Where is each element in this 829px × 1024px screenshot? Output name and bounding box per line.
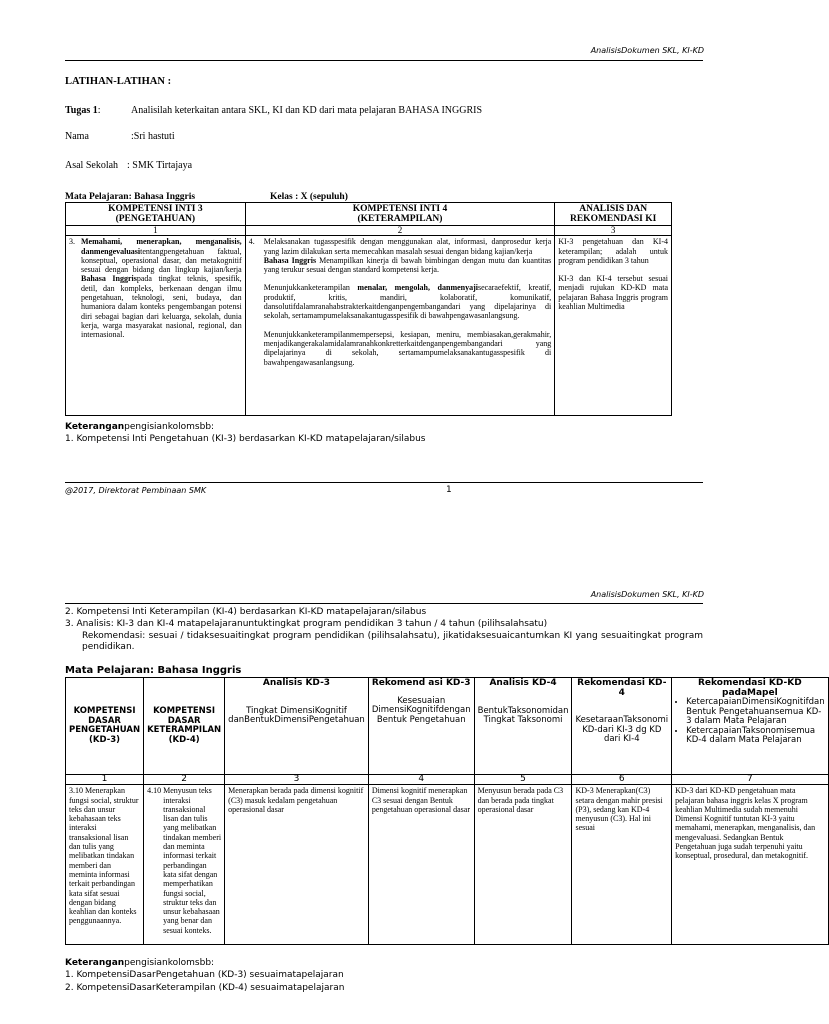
col-number: 2 (245, 226, 555, 236)
note-item: 2. KompetensiDasarKeterampilan (KD-4) sesuaimatapelajaran (65, 983, 345, 993)
recommendation-kd4-header: Rekomendasi KD-4 KesetaraanTaksonomi KD-dari KI-3 dg KD dari KI-4 (572, 678, 672, 775)
note-heading: Keteranganpengisiankolomsbb: (65, 422, 215, 432)
col-number: 7 (672, 775, 828, 785)
kd4-cell: 4.10 Menyusun teks interaksi transaksional lisan dan tulis yang melibatkan tindakan memberi dan meminta informasi terkait perbandingan kata sifat dengan memperhatikan fungsi social, struktur teks dan unsur kebahasaan yang benar dan sesuai konteks. (144, 785, 225, 945)
analysis-kd4-cell: Menyusun berada pada C3 dan berada pada tingkat operasional dasar (474, 785, 572, 945)
note-heading: Keteranganpengisiankolomsbb: (65, 958, 215, 968)
analysis-cell: KI-3 pengetahuan dan KI-4 keterampilan; adalah untuk program pendidikan 3 tahun KI-3 dan KI-4 tersebut sesuai menjadi rujukan KD-KD mata pelajaran Bahasa Inggris program keahlian Multimedia (555, 236, 672, 416)
recommendation-text: Rekomendasi: sesuai / tidaksesuaitingkat program pendidikan (pilihsalahsatu), jikatidaksesuaicantumkan KI yang sesuaitingkat program pendidikan. (82, 631, 703, 652)
name-label: Nama (65, 131, 89, 142)
header-rule (65, 603, 703, 604)
bullet-item: • KetercapaianDimensiKognitifdan Bentuk Pengetahuansemua KD-3 dalam Mata Pelajaran (686, 698, 824, 727)
analysis-kd3-cell: Menerapkan berada pada dimensi kognitif (C3) masuk kedalam pengetahuan operasional dasar (225, 785, 369, 945)
footer-rule (65, 482, 703, 483)
col-number: 1 (66, 775, 144, 785)
recommendation-mapel-header: Rekomendasi KD-KD padaMapel • KetercapaianDimensiKognitifdan Bentuk Pengetahuansemua KD-3 dalam Mata Pelajaran • KetercapaianTaksonomisemua KD-4 dalam Mata Pelajaran (672, 678, 828, 775)
ki3-header: KOMPETENSI INTI 3 (PENGETAHUAN) (66, 203, 246, 226)
ki3-cell: 3. Memahami, menerapkan, menganalisis, danmengevaluasitentangpengetahuan faktual, konseptual, operasional dasar, dan metakognitif sesuai dengan bidang dan lingkup kajian/kerja Bahasa Inggrispada tingkat teknis, spesifik, detil, dan kompleks, berkenaan dengan ilmu pengetahuan, teknologi, seni, budaya, dan humaniora dalam konteks pengembangan potensi diri sebagai bagian dari keluarga, sekolah, dunia kerja, warga masyarakat nasional, regional, dan internasional. (66, 236, 246, 416)
col-number: 2 (144, 775, 225, 785)
kd3-header: KOMPETENSI DASAR PENGETAHUAN (KD-3) (66, 678, 144, 775)
ki4-header: KOMPETENSI INTI 4 (KETERAMPILAN) (245, 203, 555, 226)
name-value: :Sri hastuti (131, 131, 175, 142)
analysis-kd4-header: Analisis KD-4 BentukTaksonomidan Tingkat Taksonomi (474, 678, 572, 775)
ki4-cell: 4. Melaksanakan tugasspesifik dengan menggunakan alat, informasi, danprosedur kerja yang lazim dilakukan serta memecahkan masalah sesuai dengan bidang kajian/kerja Bahasa Inggris Menampilkan kinerja di bawah bimbingan dengan mutu dan kuantitas yang terukur sesuai dengan standard kompetensi kerja. Menunjukkanketerampilan menalar, mengolah, danmenyajisecaraefektif, kreatif, produktif, kritis, mandiri, kolaboratif, komunikatif, dansolutifdalamranahabstrakterkaitdenganpengembangandari yang dipelajarinya di sekolah, sertamampumelaksanakantugasspesifik di bawahpengawasanlangsung. Menunjukkanketerampilanmempersepsi, kesiapan, meniru, membiasakan,gerakmahir, menjadikangerakalamidalamranahkonkretterkaitdenganpengembangandari yang dipelajarinya di sekolah, sertamampumelaksanakantugasspesifik di bawahpengawasanlangsung. (245, 236, 555, 416)
task-label: Tugas 1: (65, 105, 101, 116)
ki-table (65, 202, 672, 416)
note-item: 2. Kompetensi Inti Keterampilan (KI-4) berdasarkan KI-KD matapelajaran/silabus (65, 607, 427, 617)
page-footer: @2017, Direktorat Pembinaan SMK (65, 486, 207, 495)
recommendation-mapel-cell: KD-3 dari KD-KD pengetahuan mata pelajaran bahasa inggris kelas X program keahlian Multimedia sudah memenuhi Dimensi Kognitif tuntutan KI-3 yaitu memahami, menerapkan, menganalisis, dan mengevaluasi. Sedangkan Bentuk Pengetahuan juga sudah terpenuhi yaitu konseptual, prosedural, dan metakognitif. (672, 785, 828, 945)
note-item: 3. Analisis: KI-3 dan KI-4 matapelajaranuntuktingkat program pendidikan 3 tahun / 4 tahun (pilihsalahsatu) (65, 619, 548, 629)
kd3-cell: 3.10 Menerapkan fungsi social, struktur teks dan unsur kebahasaan teks interaksi transaksional lisan dan tulis yang melibatkan tindakan memberi dan meminta informasi terkait perbandingan kata sifat sesuai dengan bidang keahlian dan konteks penggunaannya. (66, 785, 144, 945)
subject-label: Mata Pelajaran: Bahasa Inggris (65, 192, 196, 202)
recommendation-kd3-cell: Dimensi kognitif menerapkan C3 sesuai dengan Bentuk pengetahuan operasional dasar (368, 785, 474, 945)
page-header: AnalisisDokumen SKL, KI-KD (590, 46, 704, 55)
col-number: 3 (555, 226, 672, 236)
note-item: 1. KompetensiDasarPengetahuan (KD-3) sesuaimatapelajaran (65, 970, 344, 980)
recommendation-kd3-header: Rekomend asi KD-3 Kesesuaian DimensiKognitifdengan Bentuk Pengetahuan (368, 678, 474, 775)
page-header: AnalisisDokumen SKL, KI-KD (590, 590, 704, 599)
kd4-header: KOMPETENSI DASAR KETERAMPILAN (KD-4) (144, 678, 225, 775)
bullet-item: • KetercapaianTaksonomisemua KD-4 dalam Mata Pelajaran (686, 727, 824, 746)
page-number: 1 (446, 485, 452, 495)
header-rule (65, 60, 703, 61)
col-number: 3 (225, 775, 369, 785)
recommendation-kd4-cell: KD-3 Menerapkan(C3) setara dengan mahir presisi (P3), sedang kan KD-4 menyusun (C3). Hal ini sesuai (572, 785, 672, 945)
analysis-header: ANALISIS DAN REKOMENDASI KI (555, 203, 672, 226)
task-text: Analisilah keterkaitan antara SKL, KI dan KD dari mata pelajaran BAHASA INGGRIS (131, 105, 483, 116)
kd-table (65, 677, 829, 945)
col-number: 6 (572, 775, 672, 785)
subject-label: Mata Pelajaran: Bahasa Inggris (65, 665, 242, 676)
school-label: Asal Sekolah (65, 160, 119, 171)
analysis-kd3-header: Analisis KD-3 Tingkat DimensiKognitif danBentukDimensiPengetahuan (225, 678, 369, 775)
col-number: 5 (474, 775, 572, 785)
note-item: 1. Kompetensi Inti Pengetahuan (KI-3) berdasarkan KI-KD matapelajaran/silabus (65, 434, 426, 444)
section-title: LATIHAN-LATIHAN : (65, 76, 172, 87)
col-number: 4 (368, 775, 474, 785)
class-label: Kelas : X (sepuluh) (270, 192, 348, 202)
school-value: : SMK Tirtajaya (127, 160, 193, 171)
col-number: 1 (66, 226, 246, 236)
